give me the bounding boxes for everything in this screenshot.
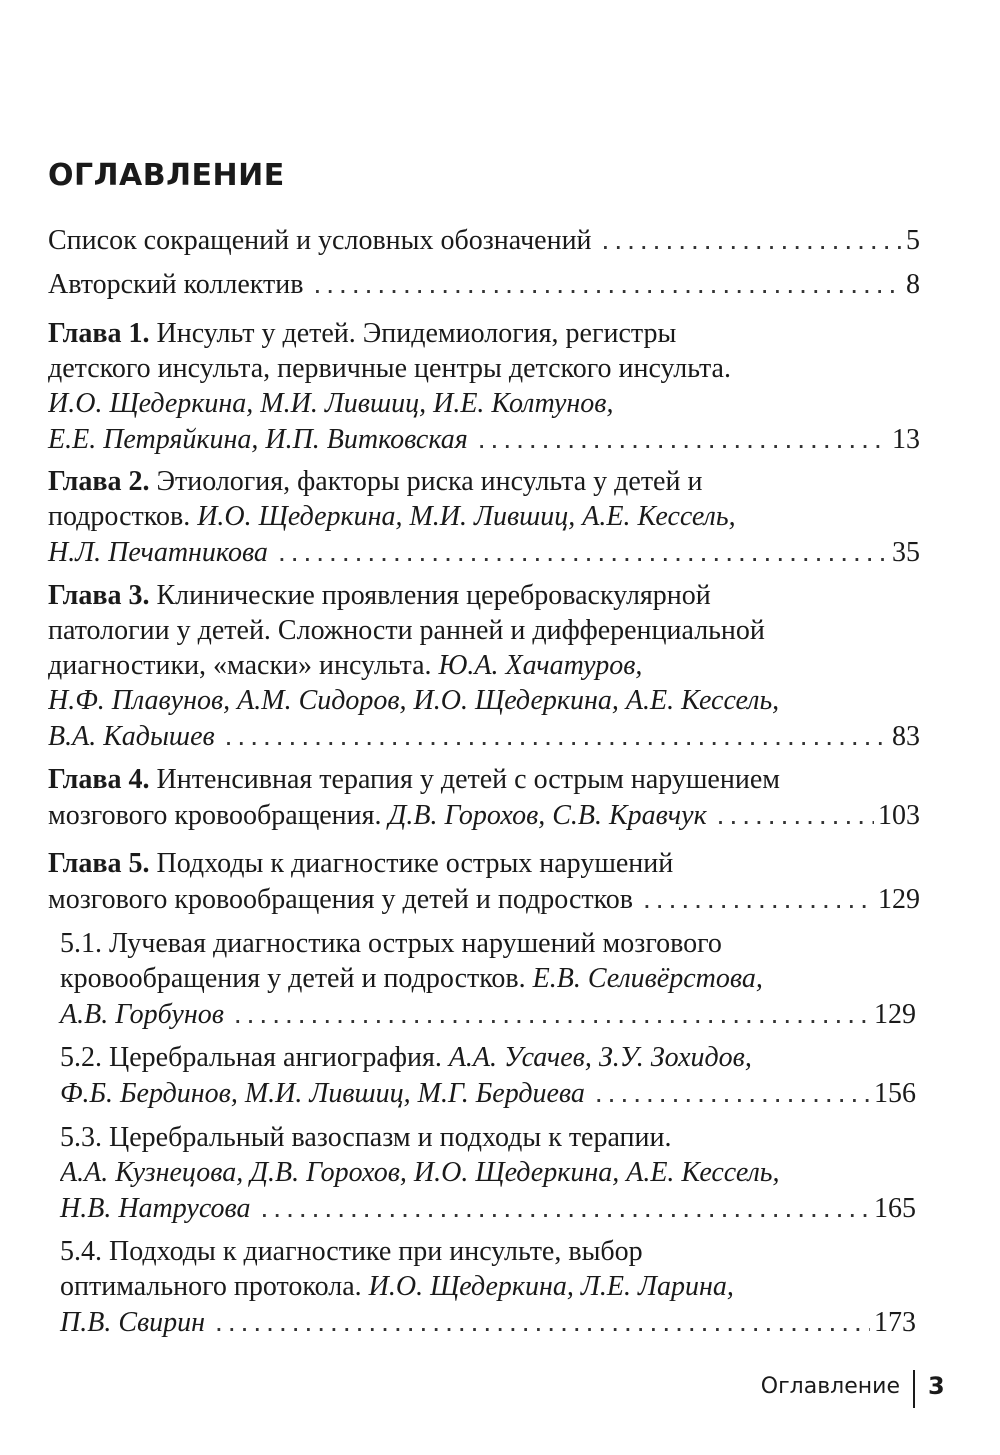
chapter-title-line: Этиология, факторы риска инсульта у детей и [156,466,703,497]
chapter-authors-line: И.О. Щедеркина, М.И. Лившиц, А.Е. Кессель, [197,501,736,532]
chapter-title-line: патологии у детей. Сложности ранней и дифференциальной [48,615,765,646]
chapter-title-line: диагностики, «маски» инсульта. [48,650,432,681]
section-authors-line: А.А. Усачев, З.У. Зохидов, [448,1042,752,1073]
toc-entry-line [48,881,920,917]
toc-entry-chapter-5[interactable] [48,846,920,917]
section-title-line: оптимального протокола. [60,1271,362,1302]
toc-entry-title: Авторский коллектив [48,269,304,300]
leader-dots [234,996,870,1031]
section-title-line: кровообращения у детей и подростков. [60,963,526,994]
leader-dots [225,718,888,753]
toc-entry-line [60,1075,916,1111]
leader-dots [478,421,888,456]
chapter-title-line: подростков. [48,501,191,532]
toc-entry-chapter-3[interactable] [48,578,920,754]
chapter-label: Глава 1. [48,318,150,349]
toc-entry-section-5-4[interactable] [60,1234,916,1340]
chapter-authors-line: Ю.А. Хачатуров, [438,650,643,681]
chapter-title-line: Клинические проявления цереброваскулярной [156,580,711,611]
toc-entry-line [48,718,920,754]
leader-dots [602,222,902,257]
toc-entry-chapter-1[interactable] [48,316,920,457]
chapter-authors-line: Д.В. Горохов, С.В. Кравчук [388,800,707,831]
toc-page-number: 83 [892,721,920,752]
toc-entry-authors[interactable] [48,266,920,302]
section-title-line: 5.1. Лучевая диагностика острых нарушений мозгового [60,928,722,959]
footer-divider [913,1370,915,1408]
toc-entry-abbreviations[interactable] [48,222,920,258]
leader-dots [215,1304,870,1339]
chapter-authors-line: Н.Ф. Плавунов, А.М. Сидоров, И.О. Щедеркина, А.Е. Кессель, [48,685,780,716]
chapter-title-line: Инсульт у детей. Эпидемиология, регистры [156,318,677,349]
leader-dots [643,881,874,916]
chapter-title-line: мозгового кровообращения у детей и подростков [48,884,634,915]
page-number: 3 [928,1372,945,1400]
chapter-authors-line: Н.Л. Печатникова [48,537,268,568]
chapter-authors-line: В.А. Кадышев [48,721,215,752]
chapter-label: Глава 3. [48,580,150,611]
section-authors-line: Е.В. Селивёрстова, [532,963,763,994]
section-authors-line: П.В. Свирин [60,1307,206,1338]
toc-entry-line [48,797,920,833]
leader-dots [595,1075,870,1110]
toc-entry-line [48,421,920,457]
running-footer-title: Оглавление [760,1374,900,1399]
toc-entry-line [60,996,916,1032]
toc-entry-line [60,1304,916,1340]
toc-entry-section-5-2[interactable] [60,1040,916,1111]
chapter-authors-line: Е.Е. Петряйкина, И.П. Витковская [48,424,468,455]
toc-page-number: 35 [892,537,920,568]
page-footer [0,1370,1000,1410]
chapter-label: Глава 2. [48,466,150,497]
section-authors-line: И.О. Щедеркина, Л.Е. Ларина, [368,1271,734,1302]
leader-dots [313,266,902,301]
chapter-label: Глава 4. [48,764,150,795]
toc-entry-chapter-4[interactable] [48,762,920,833]
section-authors-line: А.В. Горбунов [60,999,224,1030]
chapter-authors-line: И.О. Щедеркина, М.И. Лившиц, И.Е. Колтунов, [48,388,614,419]
leader-dots [278,534,888,569]
section-authors-line: Н.В. Натрусова [60,1193,251,1224]
section-title-line: 5.2. Церебральная ангиография. [60,1042,442,1073]
section-title-line: 5.3. Церебральный вазоспазм и подходы к терапии. [60,1122,672,1153]
toc-page-number: 129 [874,999,916,1030]
toc-entry-section-5-3[interactable] [60,1120,916,1226]
chapter-label: Глава 5. [48,848,150,879]
toc-page-number: 103 [878,800,920,831]
leader-dots [717,797,874,832]
section-authors-line: Ф.Б. Бердинов, М.И. Лившиц, М.Г. Бердиева [60,1078,585,1109]
toc-entry-line [48,534,920,570]
toc-page-number: 173 [874,1307,916,1338]
section-title-line: 5.4. Подходы к диагностике при инсульте, выбор [60,1236,643,1267]
section-authors-line: А.А. Кузнецова, Д.В. Горохов, И.О. Щедеркина, А.Е. Кессель, [60,1157,780,1188]
toc-entry-chapter-2[interactable] [48,464,920,570]
toc-page-number: 165 [874,1193,916,1224]
toc-entry-line [60,1190,916,1226]
chapter-title-line: детского инсульта, первичные центры детского инсульта. [48,353,731,384]
toc-entry-line [48,266,920,302]
chapter-title-line: мозгового кровообращения. [48,800,382,831]
toc-entry-title: Список сокращений и условных обозначений [48,225,592,256]
toc-page-number: 129 [878,884,920,915]
toc-entry-line [48,222,920,258]
page-title: ОГЛАВЛЕНИЕ [48,158,285,193]
toc-page-number: 13 [892,424,920,455]
chapter-title-line: Подходы к диагностике острых нарушений [156,848,674,879]
toc-page-number: 5 [906,225,920,256]
chapter-title-line: Интенсивная терапия у детей с острым нарушением [156,764,780,795]
toc-page-number: 156 [874,1078,916,1109]
toc-entry-section-5-1[interactable] [60,926,916,1032]
toc-page-number: 8 [906,269,920,300]
leader-dots [261,1190,870,1225]
